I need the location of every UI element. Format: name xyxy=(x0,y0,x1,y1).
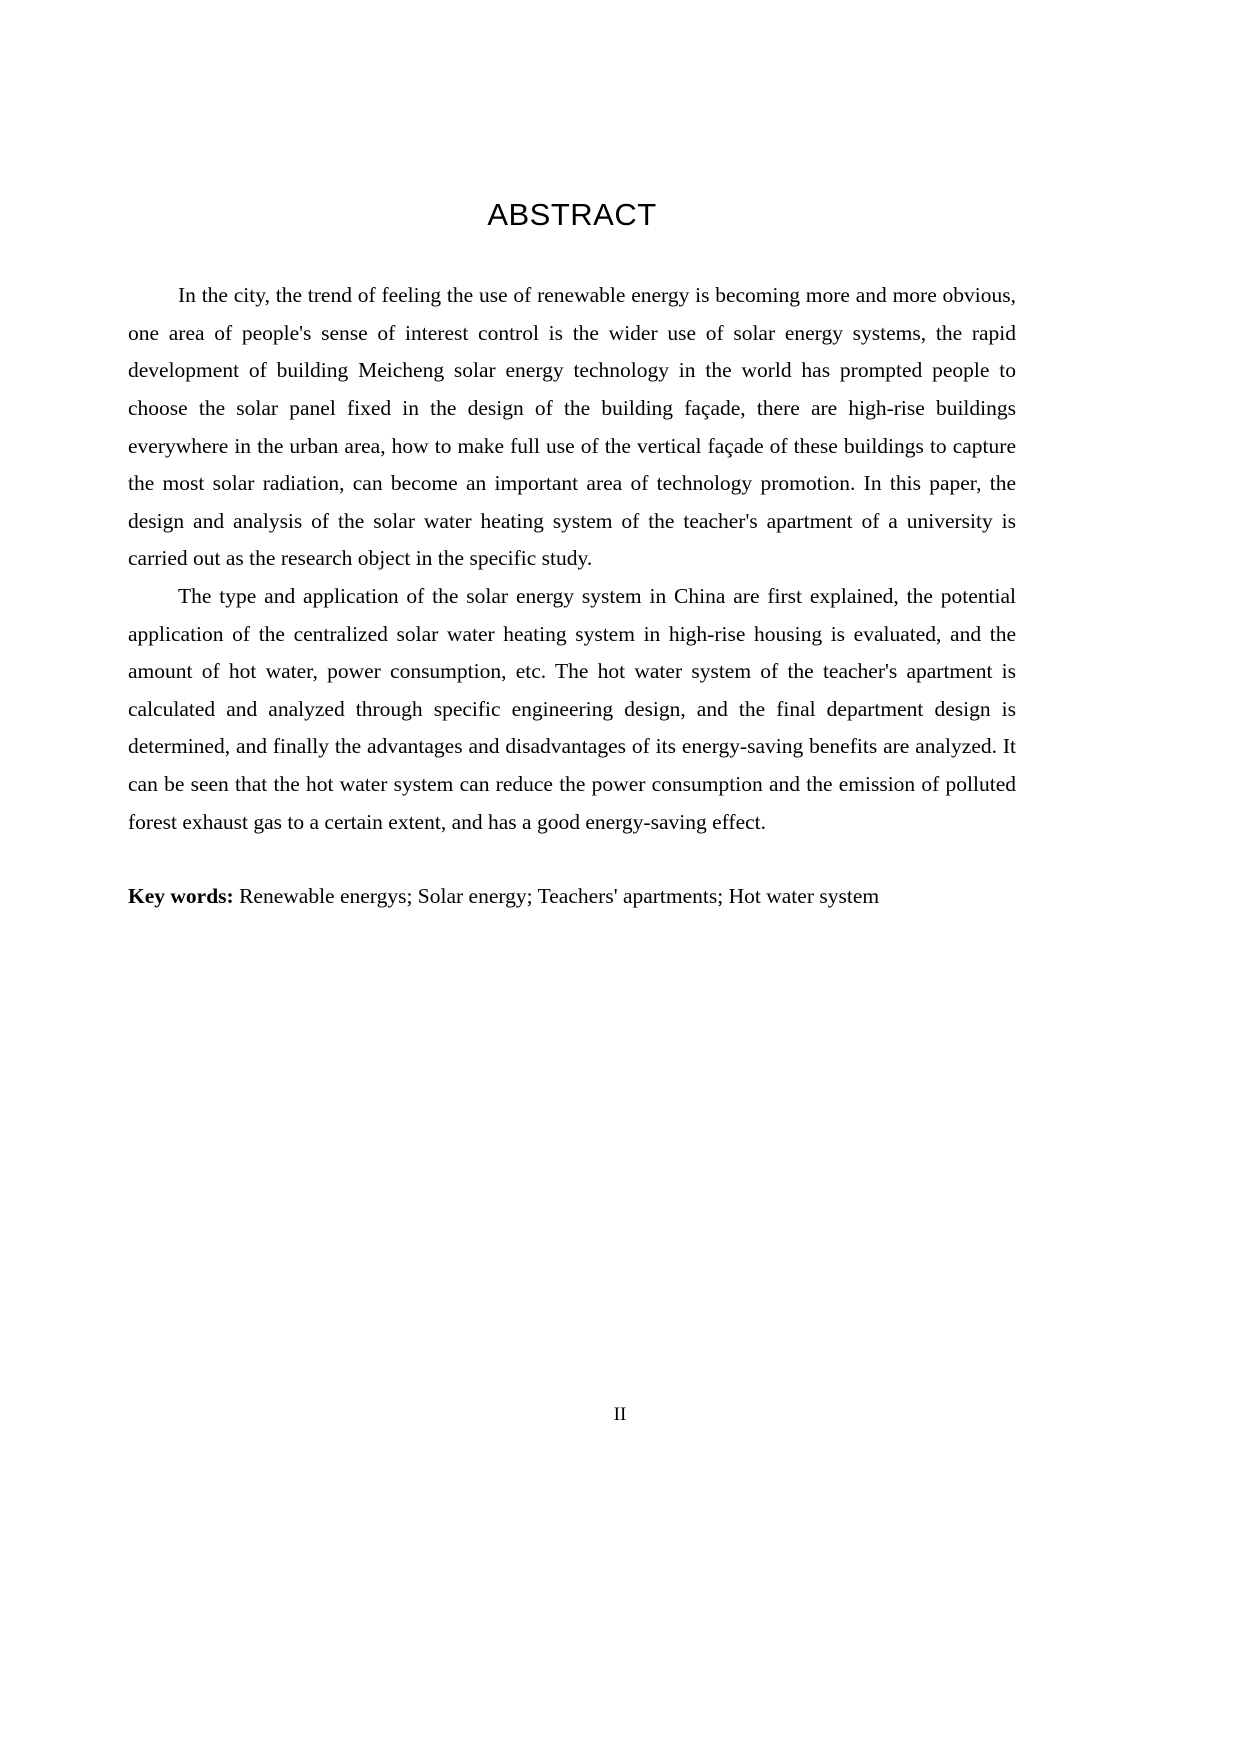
page-content xyxy=(128,196,1016,916)
keywords-line xyxy=(128,878,1016,916)
keywords-label: Key words: xyxy=(128,884,234,909)
abstract-paragraph-1: In the city, the trend of feeling the use of renewable energy is becoming more and more obvious, one area of people's sense of interest control is the wider use of solar energy systems, the rapid development of building Meicheng solar energy technology in the world has prompted people to choose the solar panel fixed in the design of the building façade, there are high-rise buildings everywhere in the urban area, how to make full use of the vertical façade of these buildings to capture the most solar radiation, can become an important area of technology promotion. In this paper, the design and analysis of the solar water heating system of the teacher's apartment of a university is carried out as the research object in the specific study. xyxy=(128,283,1016,571)
page-title: ABSTRACT xyxy=(487,197,657,232)
abstract-paragraph-2: The type and application of the solar energy system in China are first explained, the potential application of the centralized solar water heating system in high-rise housing is evaluated, and the amount of hot water, power consumption, etc. The hot water system of the teacher's apartment is calculated and analyzed through specific engineering design, and the final department design is determined, and finally the advantages and disadvantages of its energy-saving benefits are analyzed. It can be seen that the hot water system can reduce the power consumption and the emission of polluted forest exhaust gas to a certain extent, and has a good energy-saving effect. xyxy=(128,583,1016,834)
page-number: II xyxy=(613,1404,627,1425)
keywords-value: Renewable energys; Solar energy; Teachers' apartments; Hot water system xyxy=(233,884,880,909)
